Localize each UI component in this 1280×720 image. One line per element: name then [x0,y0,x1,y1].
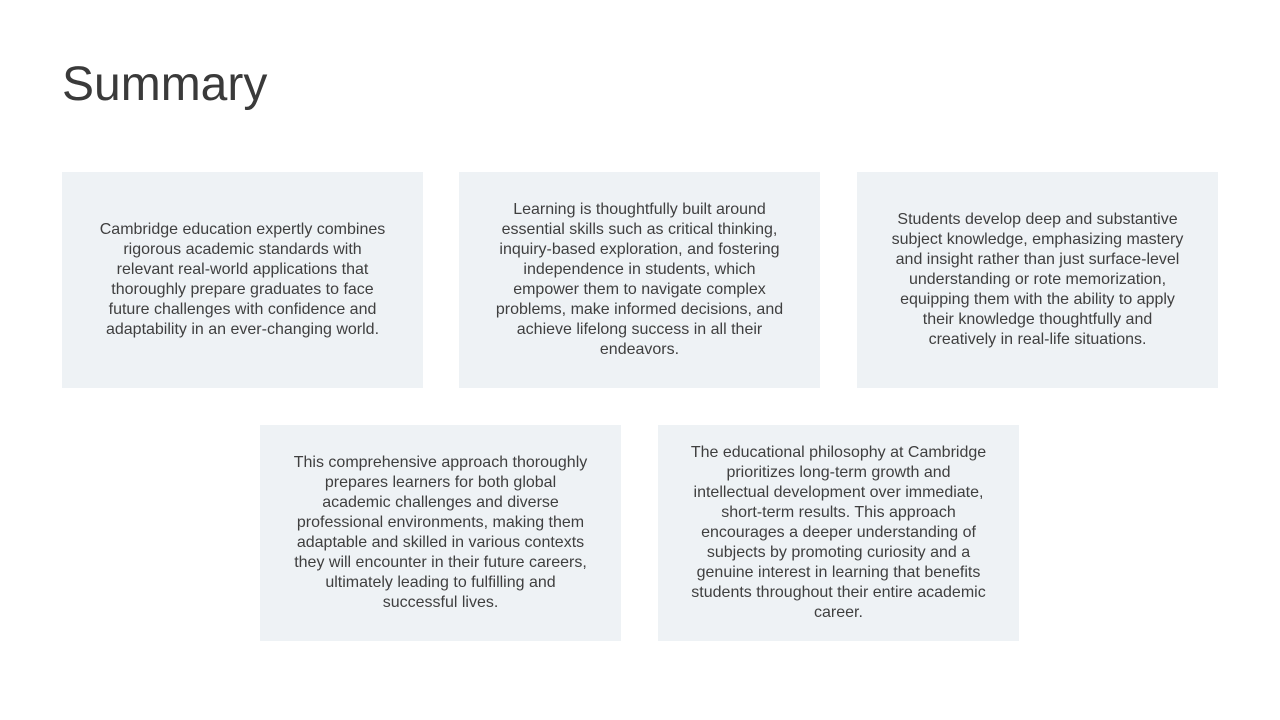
summary-card-text: Cambridge education expertly combines rigorous academic standards with relevant real-world applications that thoroughly prepare graduates to face future challenges with confidence and adaptability in an ever-changing world. [99,221,386,338]
slide-title: Summary [62,58,268,111]
summary-card-text: The educational philosophy at Cambridge prioritizes long-term growth and intellectual development over immediate, short-term results. This approach encourages a deeper understanding of subjects by promoting curiosity and a genuine interest in learning that benefits students throughout their entire academic career. [690,444,987,621]
summary-card-5 [658,425,1019,641]
summary-card-3 [857,172,1218,388]
summary-card-text: This comprehensive approach thoroughly prepares learners for both global academic challenges and diverse professional environments, making them adaptable and skilled in various contexts they will encounter in their future careers, ultimately leading to fulfilling and successful lives. [293,454,588,611]
summary-card-2 [459,172,820,388]
summary-card-text: Learning is thoughtfully built around essential skills such as critical thinking, inquiry-based exploration, and fostering independence in students, which empower them to navigate complex problems, make informed decisions, and achieve lifelong success in all their endeavors. [495,201,784,358]
summary-card-text: Students develop deep and substantive subject knowledge, emphasizing mastery and insight rather than just surface-level understanding or rote memorization, equipping them with the ability to apply their knowledge thoughtfully and creatively in real-life situations. [891,211,1184,348]
summary-card-4 [260,425,621,641]
summary-card-1 [62,172,423,388]
